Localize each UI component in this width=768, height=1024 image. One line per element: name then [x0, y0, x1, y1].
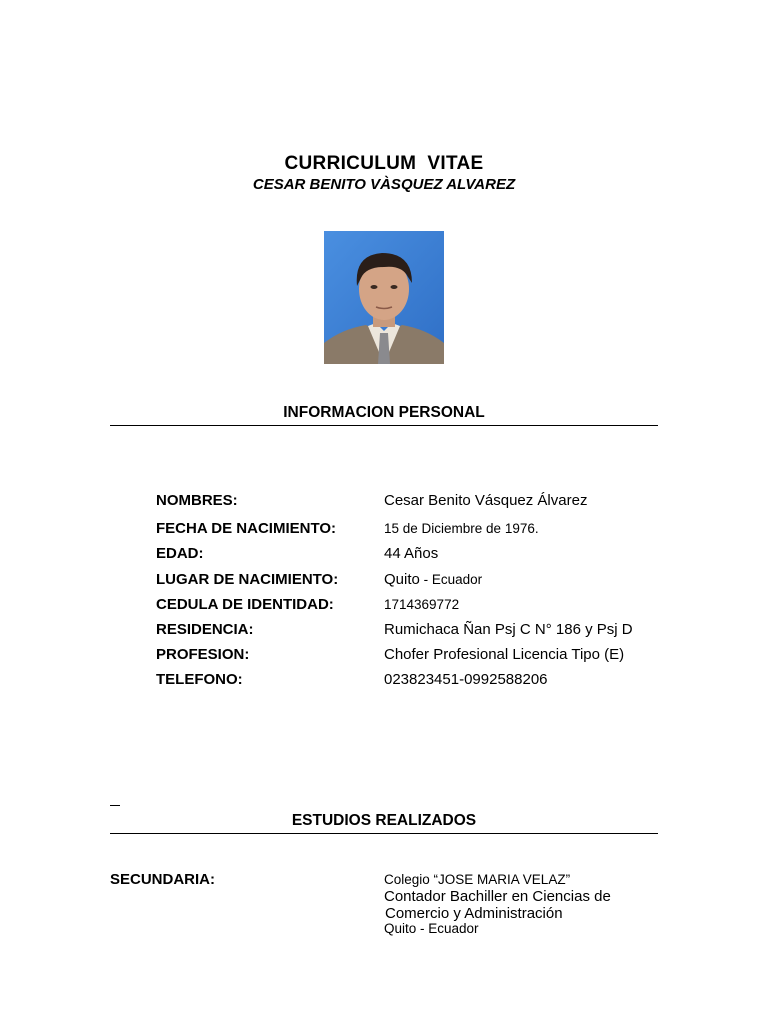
value-study-location: Quito - Ecuador [384, 921, 479, 936]
label-edad: EDAD: [156, 545, 204, 562]
value-degree-line2: Comercio y Administración [385, 905, 563, 922]
value-lugar-country: - Ecuador [419, 572, 483, 587]
value-profesion: Chofer Profesional Licencia Tipo (E) [384, 646, 625, 663]
label-profesion: PROFESION: [156, 646, 250, 663]
value-residencia: Rumichaca Ñan Psj C N° 186 y Psj D [384, 621, 633, 638]
studies-divider [110, 833, 658, 834]
personal-info-heading: INFORMACION PERSONAL [283, 404, 485, 421]
label-nombres: NOMBRES: [156, 492, 238, 509]
value-lugar-city: Quito [384, 571, 420, 588]
label-secundaria: SECUNDARIA: [110, 871, 215, 888]
value-cedula: 1714369772 [384, 597, 460, 612]
page-title: CURRICULUM VITAE [284, 153, 484, 174]
value-degree-line1: Contador Bachiller en Ciencias de [384, 888, 611, 905]
candidate-name: CESAR BENITO VÀSQUEZ ALVAREZ [252, 176, 516, 193]
label-fecha-nacimiento: FECHA DE NACIMIENTO: [156, 520, 336, 537]
personal-info-divider [110, 425, 658, 426]
value-fecha-nacimiento: 15 de Diciembre de 1976. [384, 521, 539, 536]
value-lugar-nacimiento [384, 571, 482, 588]
value-nombres: Cesar Benito Vásquez Álvarez [384, 492, 588, 509]
value-school: Colegio “JOSE MARIA VELAZ” [384, 872, 571, 887]
value-telefono: 023823451-0992588206 [384, 671, 548, 688]
label-cedula: CEDULA DE IDENTIDAD: [156, 596, 334, 613]
label-telefono: TELEFONO: [156, 671, 243, 688]
profile-photo [324, 231, 444, 364]
studies-heading: ESTUDIOS REALIZADOS [291, 812, 477, 829]
value-edad: 44 Años [384, 545, 439, 562]
label-lugar-nacimiento: LUGAR DE NACIMIENTO: [156, 571, 339, 588]
divider-dash [110, 805, 120, 806]
label-residencia: RESIDENCIA: [156, 621, 254, 638]
